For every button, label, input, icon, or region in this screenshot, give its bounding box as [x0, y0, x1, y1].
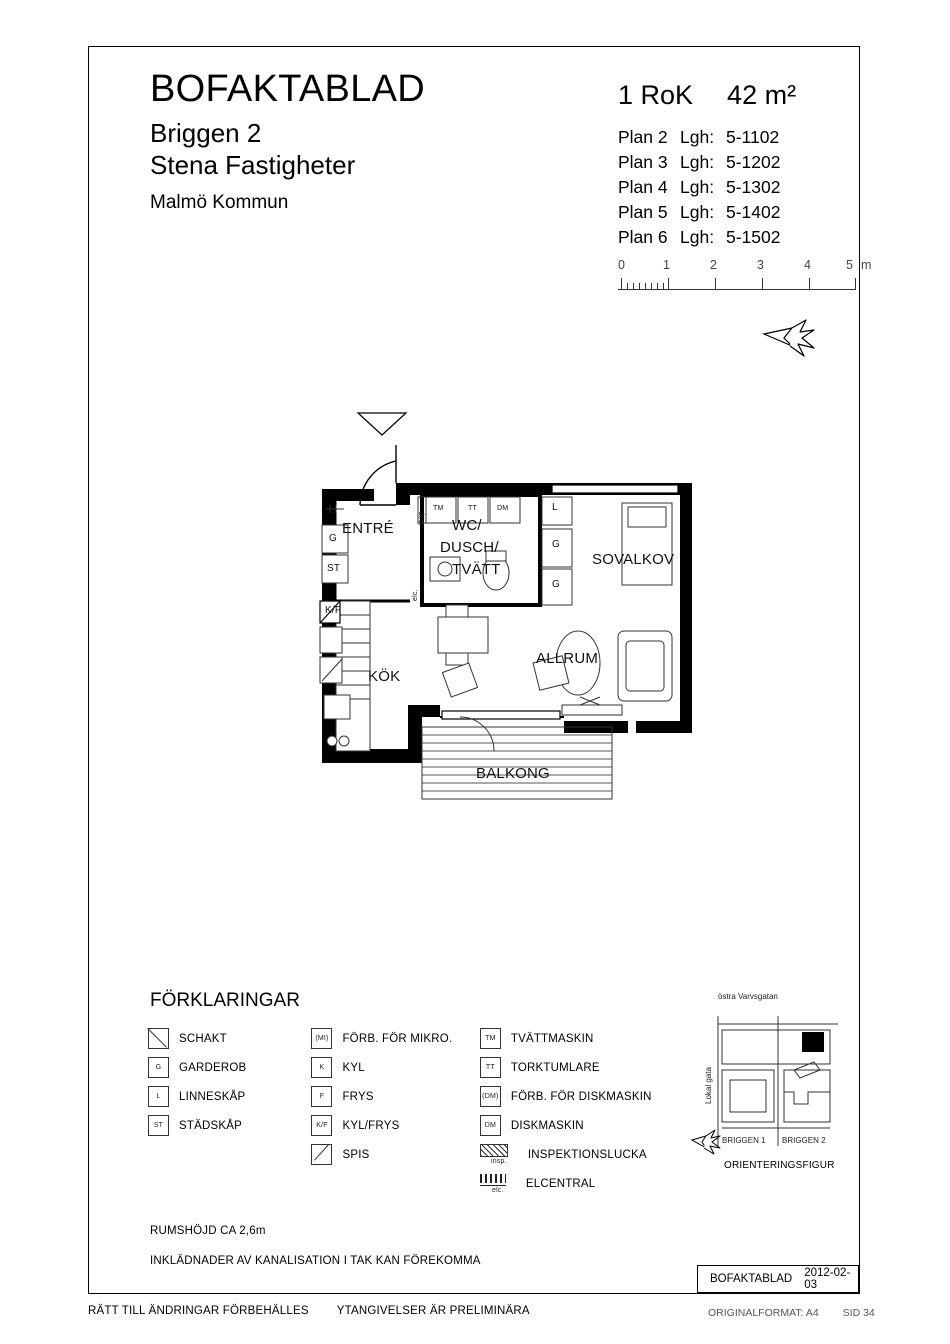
- legend-item-linneskap: [148, 1082, 311, 1111]
- scale-tick-label: 2: [710, 258, 717, 272]
- schakt-icon: [148, 1028, 169, 1049]
- scale-tick-label: 1: [663, 258, 670, 272]
- marker-stadskap: ST: [327, 563, 341, 574]
- marker-kylfrys: K/F: [325, 605, 342, 616]
- orient-street-left: Lokal gata: [704, 1067, 713, 1104]
- footer-areas: YTANGIVELSER ÄR PRELIMINÄRA: [336, 1305, 530, 1317]
- legend-label: KYL: [342, 1061, 365, 1074]
- room-label-tvatt: TVÄTT: [452, 561, 501, 578]
- legend-item-forb-diskmaskin: [480, 1082, 678, 1111]
- plan-row: [618, 200, 878, 225]
- room-label-entre: ENTRÉ: [342, 520, 394, 537]
- page-title: BOFAKTABLAD: [150, 68, 426, 110]
- plan-name: Plan 4: [618, 177, 668, 198]
- marker-garderob: G: [552, 579, 560, 590]
- plan-lgh-label: Lgh:: [680, 177, 715, 198]
- spis-icon: [311, 1144, 332, 1165]
- plan-lgh-label: Lgh:: [680, 127, 715, 147]
- room-label-sovalkov: SOVALKOV: [592, 551, 675, 568]
- inspektionslucka-icon: [480, 1144, 518, 1165]
- plan-lgh-label: Lgh:: [680, 152, 715, 173]
- plan-lgh-value: 5-1302: [726, 177, 781, 198]
- garderob-icon: G: [148, 1057, 169, 1078]
- legend-item-inspektionslucka: [480, 1140, 678, 1169]
- marker-torktumlare: TT: [468, 505, 477, 512]
- plan-lgh-value: 5-1102: [726, 127, 780, 147]
- plan-lgh-label: Lgh:: [680, 227, 715, 248]
- plan-lgh-value: 5-1202: [726, 152, 781, 173]
- document-stamp: [697, 1265, 859, 1293]
- legend-label: SPIS: [342, 1148, 370, 1161]
- legend-item-kylfrys: [311, 1111, 479, 1140]
- room-label-dusch: DUSCH/: [440, 539, 499, 556]
- legend-item-torktumlare: [480, 1053, 678, 1082]
- marker-garderob: G: [329, 533, 337, 544]
- legend-label: TORKTUMLARE: [510, 1061, 600, 1074]
- room-label-kok: KÖK: [368, 668, 401, 685]
- legend-label: FÖRB. FÖR MIKRO.: [342, 1032, 453, 1045]
- plan-row: [618, 150, 878, 175]
- room-label-allrum: ALLRUM: [536, 650, 599, 667]
- diskmaskin-icon: DM: [480, 1115, 501, 1136]
- legend-title: FÖRKLARINGAR: [150, 990, 300, 1011]
- frys-icon: F: [311, 1086, 332, 1107]
- tvattmaskin-icon: TM: [480, 1028, 501, 1049]
- legend-item-schakt: [148, 1024, 311, 1053]
- north-arrow-icon: [762, 318, 822, 360]
- legend-item-garderob: [148, 1053, 311, 1082]
- plan-lgh-value: 5-1402: [726, 202, 781, 223]
- floor-plan-drawing: [300, 405, 720, 825]
- note-ducts: INKLÄDNADER AV KANALISATION I TAK KAN FÖREKOMMA: [150, 1255, 481, 1267]
- legend-item-frys: [311, 1082, 479, 1111]
- legend-item-tvattmaskin: [480, 1024, 678, 1053]
- kyl-icon: K: [311, 1057, 332, 1078]
- scale-tick-label: 4: [804, 258, 811, 272]
- orientation-caption: ORIENTERINGSFIGUR: [724, 1160, 835, 1171]
- stamp-label: BOFAKTABLAD: [710, 1273, 793, 1285]
- plan-lgh-label: Lgh:: [680, 202, 715, 223]
- plan-name: Plan 2: [618, 127, 668, 147]
- legend-item-kyl: [311, 1053, 479, 1082]
- scale-tick-label: 3: [757, 258, 764, 272]
- scale-tick-label: 0: [618, 258, 625, 272]
- footer-notes: [88, 1305, 530, 1317]
- orient-block-right: BRIGGEN 2: [782, 1136, 826, 1145]
- company-name: Stena Fastigheter: [150, 150, 356, 181]
- legend-item-mikro: [311, 1024, 479, 1053]
- scale-unit-label: m: [861, 258, 872, 272]
- marker-diskmaskin: DM: [497, 505, 509, 512]
- orient-block-left: BRIGGEN 1: [722, 1136, 766, 1145]
- torktumlare-icon: TT: [480, 1057, 501, 1078]
- plan-name: Plan 5: [618, 202, 668, 223]
- footer-format: ORIGINALFORMAT: A4: [708, 1307, 819, 1319]
- elcentral-icon: [480, 1173, 516, 1194]
- legend-label: STÄDSKÅP: [179, 1119, 242, 1132]
- marker-elcentral: elc.: [412, 589, 419, 601]
- legend-label: SCHAKT: [179, 1032, 227, 1045]
- legend-label: DISKMASKIN: [510, 1119, 584, 1132]
- inspektionslucka-caption: insp.: [490, 1158, 507, 1165]
- stamp-date: 2012-02-03: [804, 1267, 851, 1291]
- area-value: 42 m²: [727, 80, 797, 110]
- plan-lgh-value: 5-1502: [726, 227, 781, 248]
- legend-item-stadskap: [148, 1111, 311, 1140]
- marker-tvattmaskin: TM: [433, 505, 444, 512]
- footer-meta: [708, 1307, 875, 1319]
- legend-label: TVÄTTMASKIN: [510, 1032, 594, 1045]
- linneskap-icon: L: [148, 1086, 169, 1107]
- legend-label: LINNESKÅP: [179, 1090, 246, 1103]
- plan-row: [618, 225, 878, 250]
- marker-garderob: G: [552, 539, 560, 550]
- forb-diskmaskin-icon: (DM): [480, 1086, 501, 1107]
- plan-name: Plan 3: [618, 152, 668, 173]
- stadskap-icon: ST: [148, 1115, 169, 1136]
- room-count: 1 RoK: [618, 80, 694, 110]
- legend-label: FRYS: [342, 1090, 374, 1103]
- legend: [148, 1024, 678, 1198]
- plan-name: Plan 6: [618, 227, 668, 248]
- legend-label: ELCENTRAL: [525, 1177, 596, 1190]
- legend-item-spis: [311, 1140, 479, 1169]
- property-name: Briggen 2: [150, 117, 262, 148]
- marker-inspektionslucka: insp.: [418, 509, 425, 525]
- elcentral-caption: elc.: [492, 1187, 504, 1194]
- footer-rights: RÄTT TILL ÄNDRINGAR FÖRBEHÄLLES: [88, 1305, 309, 1317]
- note-ceiling-height: RUMSHÖJD CA 2,6m: [150, 1225, 266, 1237]
- plan-list: [618, 125, 878, 250]
- scale-tick-label: 5: [846, 258, 853, 272]
- municipality: Malmö Kommun: [150, 191, 289, 213]
- legend-label: KYL/FRYS: [342, 1119, 400, 1132]
- legend-label: INSPEKTIONSLUCKA: [527, 1148, 647, 1161]
- orient-street-top: östra Varvsgatan: [718, 992, 778, 1001]
- scale-bar: [618, 258, 872, 292]
- legend-item-diskmaskin: [480, 1111, 678, 1140]
- document-header: [150, 70, 570, 214]
- legend-item-elcentral: [480, 1169, 678, 1198]
- kylfrys-icon: K/F: [311, 1115, 332, 1136]
- mikro-icon: (MI): [311, 1028, 332, 1049]
- legend-label: FÖRB. FÖR DISKMASKIN: [510, 1090, 652, 1103]
- plan-row: [618, 175, 878, 200]
- orientation-figure: [690, 992, 840, 1161]
- room-label-balkong: BALKONG: [476, 765, 550, 782]
- legend-label: GARDEROB: [179, 1061, 247, 1074]
- room-label-wc: WC/: [452, 517, 482, 534]
- apartment-summary: [618, 80, 878, 250]
- footer-page: SID 34: [842, 1307, 875, 1319]
- marker-linneskap: L: [552, 502, 558, 513]
- plan-row: [618, 125, 878, 150]
